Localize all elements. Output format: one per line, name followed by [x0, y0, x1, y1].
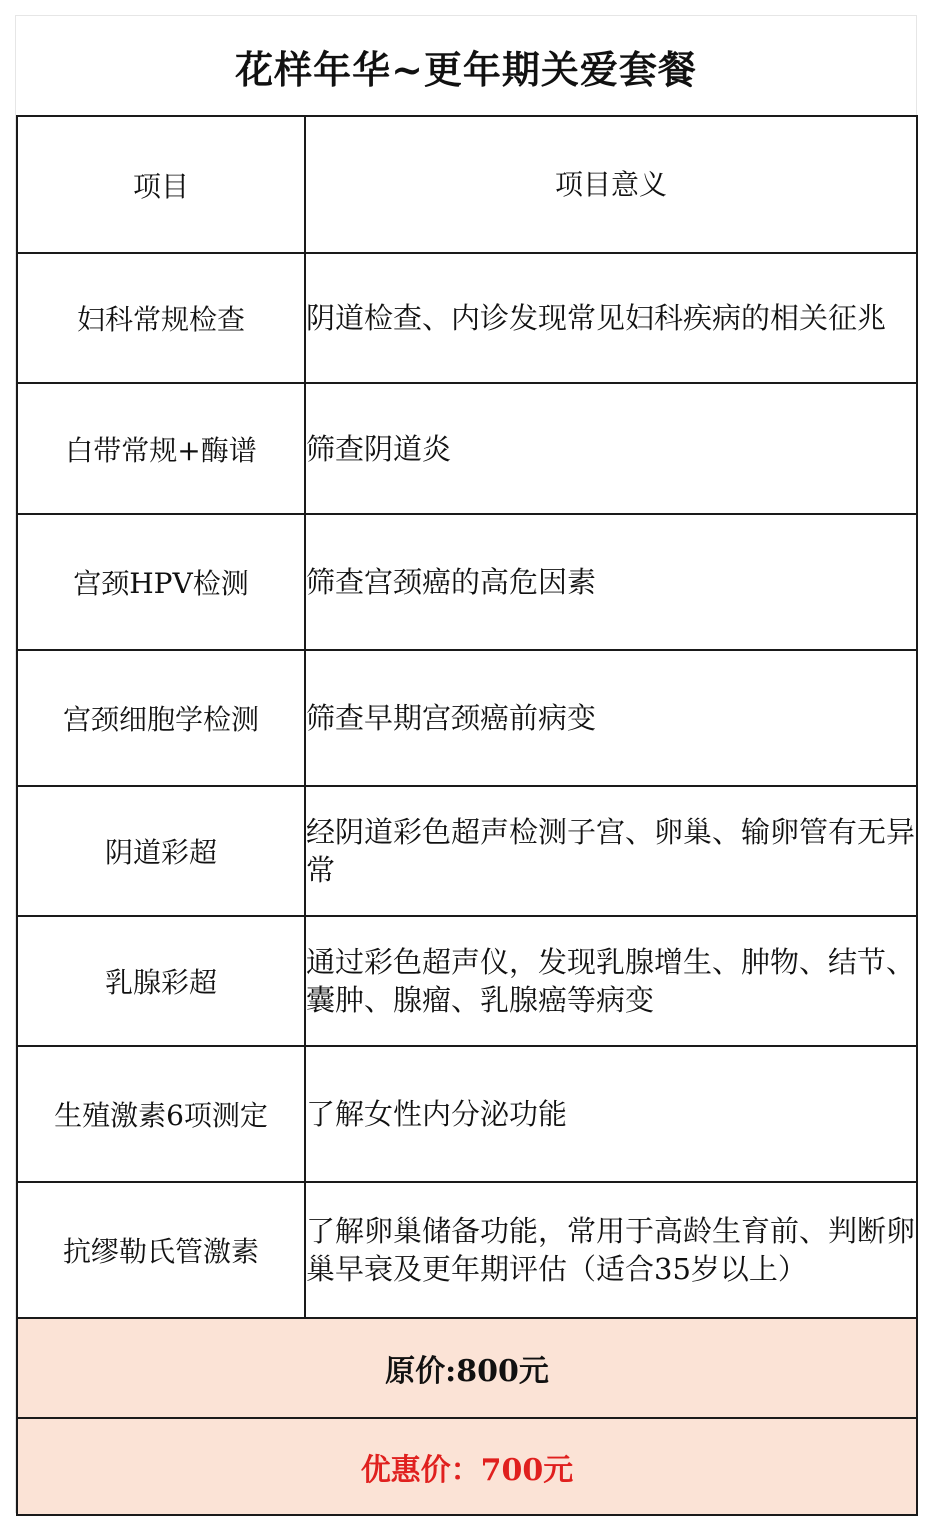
row-meaning: 经阴道彩色超声检测子宫、卵巢、输卵管有无异常 — [305, 786, 917, 916]
original-price: 原价:800元 — [17, 1318, 917, 1418]
page-title: 花样年华~更年期关爱套餐 — [235, 46, 697, 92]
table-row — [17, 650, 917, 786]
table-row — [17, 1182, 917, 1318]
table-row — [17, 383, 917, 514]
row-item: 抗缪勒氏管激素 — [17, 1182, 305, 1318]
table-row — [17, 253, 917, 383]
header-item: 项目 — [17, 116, 305, 253]
row-meaning: 了解女性内分泌功能 — [305, 1046, 917, 1182]
package-table — [16, 115, 918, 1516]
table-row — [17, 1046, 917, 1182]
table-row — [17, 786, 917, 916]
row-item: 宫颈细胞学检测 — [17, 650, 305, 786]
row-meaning: 了解卵巢储备功能，常用于高龄生育前、判断卵巢早衰及更年期评估（适合35岁以上） — [305, 1182, 917, 1318]
row-item: 白带常规+酶谱 — [17, 383, 305, 514]
table-row — [17, 916, 917, 1046]
row-meaning: 筛查早期宫颈癌前病变 — [305, 650, 917, 786]
row-item: 乳腺彩超 — [17, 916, 305, 1046]
row-item: 生殖激素6项测定 — [17, 1046, 305, 1182]
original-price-row — [17, 1318, 917, 1418]
discount-price-row — [17, 1418, 917, 1515]
row-meaning: 阴道检查、内诊发现常见妇科疾病的相关征兆 — [305, 253, 917, 383]
table-row — [17, 514, 917, 650]
row-meaning: 筛查阴道炎 — [305, 383, 917, 514]
row-meaning: 筛查宫颈癌的高危因素 — [305, 514, 917, 650]
header-meaning: 项目意义 — [305, 116, 917, 253]
row-item: 阴道彩超 — [17, 786, 305, 916]
row-meaning: 通过彩色超声仪，发现乳腺增生、肿物、结节、囊肿、腺瘤、乳腺癌等病变 — [305, 916, 917, 1046]
row-item: 妇科常规检查 — [17, 253, 305, 383]
table-header-row — [17, 116, 917, 253]
discount-price: 优惠价：700元 — [17, 1418, 917, 1515]
row-item: 宫颈HPV检测 — [17, 514, 305, 650]
